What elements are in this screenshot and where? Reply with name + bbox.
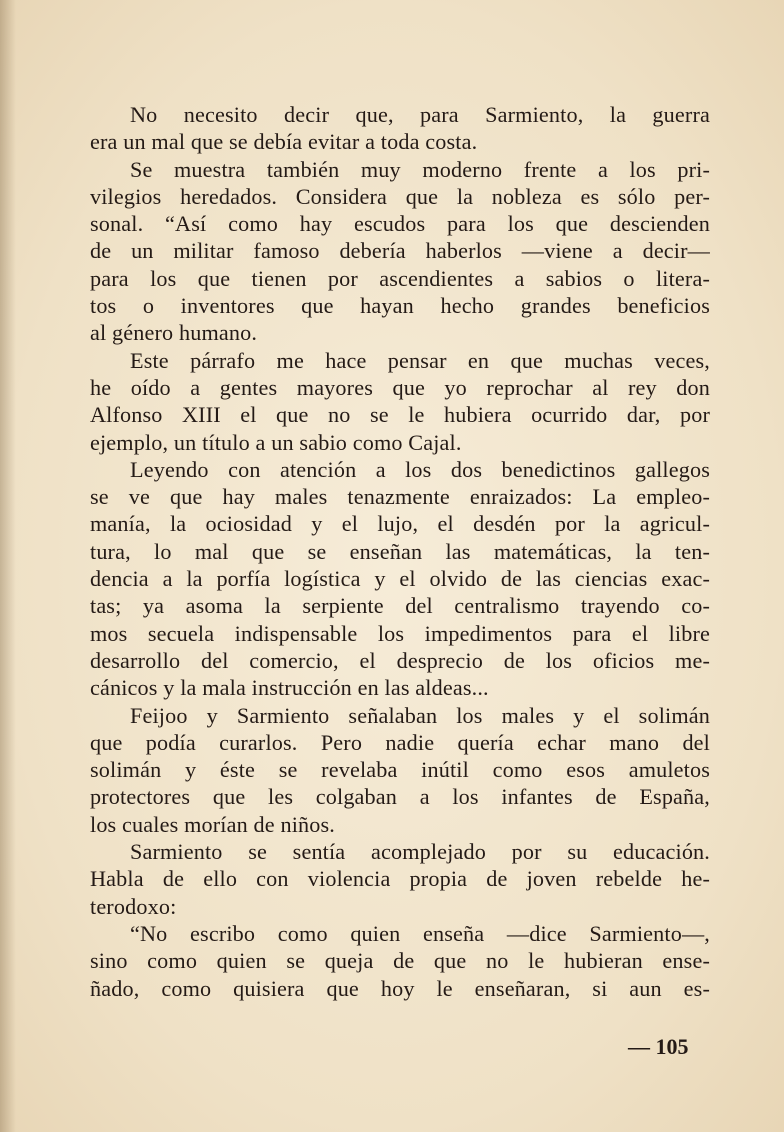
text-line: los cuales morían de niños. (90, 811, 335, 837)
text-line: protectores que les colgaban a los infantes de España, (90, 784, 710, 810)
text-line: vilegios heredados. Considera que la nobleza es sólo per- (90, 183, 710, 209)
text-line: tura, lo mal que se enseñan las matemáticas, la ten- (90, 538, 710, 564)
text-line: desarrollo del comercio, el desprecio de los oficios me- (90, 647, 710, 673)
text-line: No necesito decir que, para Sarmiento, la guerra (130, 102, 710, 127)
text-line: solimán y éste se revelaba inútil como esos amuletos (90, 757, 710, 783)
text-line: era un mal que se debía evitar a toda costa. (90, 129, 478, 155)
text-line: manía, la ociosidad y el lujo, el desdén por la agricul- (90, 511, 710, 537)
text-line: Feijoo y Sarmiento señalaban los males y el solimán (130, 702, 710, 728)
text-line: que podía curarlos. Pero nadie quería echar mano del (90, 729, 710, 755)
text-line: Este párrafo me hace pensar en que muchas veces, (130, 347, 710, 373)
text-line: Se muestra también muy moderno frente a los pri- (130, 156, 710, 182)
text-line: “No escribo como quien enseña —dice Sarmiento—, (130, 920, 710, 946)
body-text (90, 101, 710, 1002)
text-line: Habla de ello con violencia propia de joven rebelde he- (90, 866, 710, 892)
text-line: Sarmiento se sentía acomplejado por su educación. (130, 839, 710, 865)
text-line: Alfonso XIII el que no se le hubiera ocurrido dar, por (90, 402, 710, 428)
text-line: terodoxo: (90, 893, 177, 919)
binding-shadow (0, 0, 16, 1132)
text-line: se ve que hay males tenazmente enraizados: La empleo- (90, 484, 710, 510)
text-line: Leyendo con atención a los dos benedictinos gallegos (130, 456, 710, 482)
text-line: cánicos y la mala instrucción en las aldeas... (90, 675, 489, 701)
text-line: sonal. “Así como hay escudos para los que descienden (90, 211, 710, 237)
text-line: ejemplo, un título a un sabio como Cajal. (90, 429, 462, 455)
page-number: — 105 (628, 1034, 689, 1059)
text-line: de un militar famoso debería haberlos —viene a decir— (90, 238, 710, 264)
text-line: mos secuela indispensable los impedimentos para el libre (90, 620, 710, 646)
text-line: tas; ya asoma la serpiente del centralismo trayendo co- (90, 593, 710, 619)
text-line: ñado, como quisiera que hoy le enseñaran, si aun es- (90, 975, 710, 1001)
text-line: he oído a gentes mayores que yo reprochar al rey don (90, 374, 710, 400)
text-line: para los que tienen por ascendientes a sabios o litera- (90, 265, 710, 291)
text-line: dencia a la porfía logística y el olvido de las ciencias exac- (90, 566, 710, 592)
text-line: sino como quien se queja de que no le hubieran ense- (90, 948, 710, 974)
text-line: tos o inventores que hayan hecho grandes beneficios (90, 293, 710, 319)
text-line: al género humano. (90, 320, 258, 346)
